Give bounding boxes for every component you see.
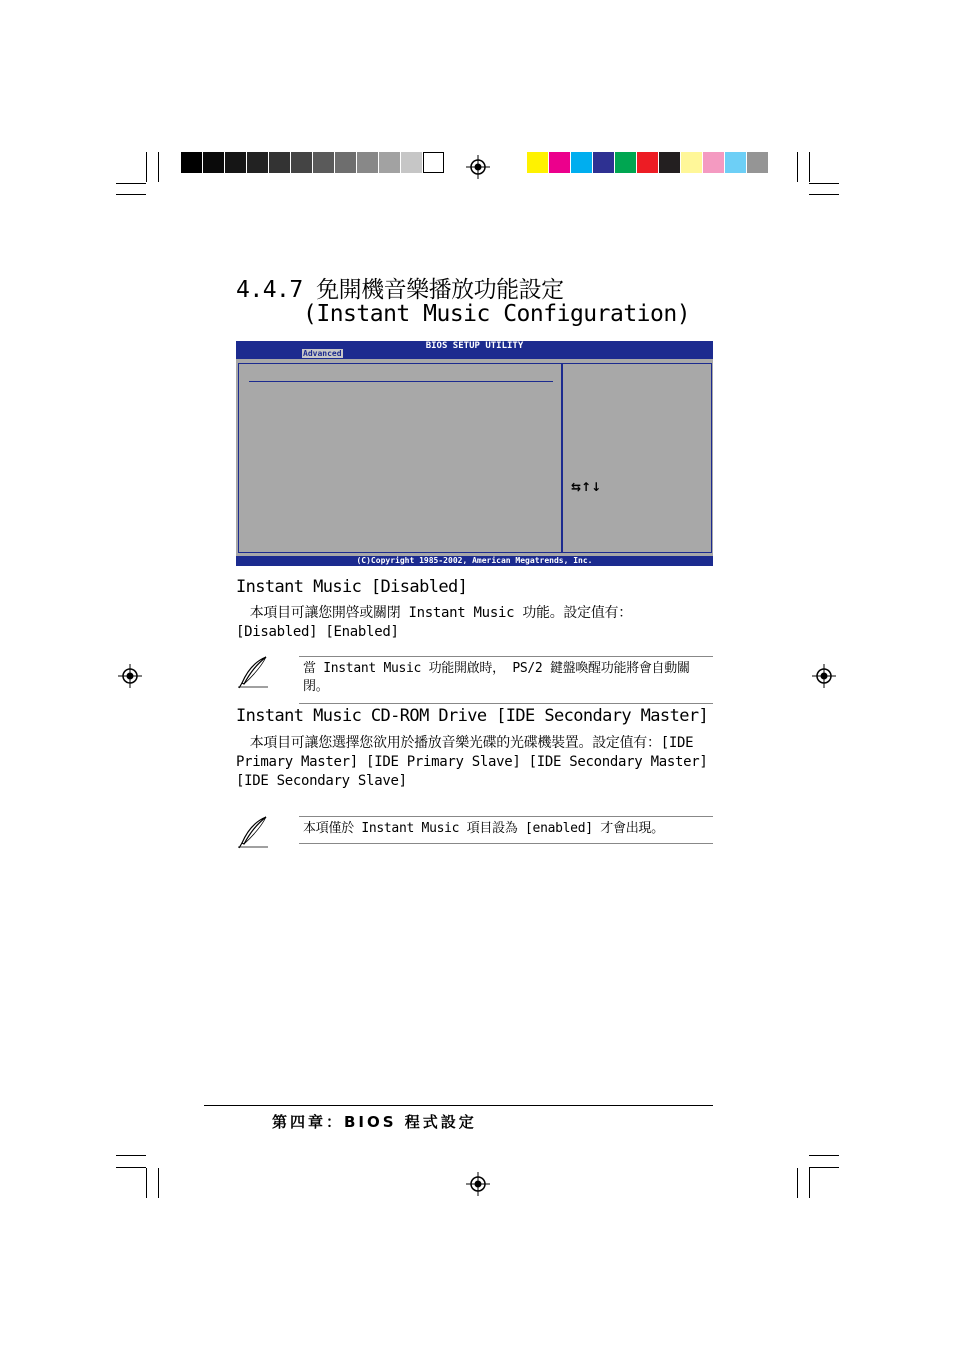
gray-swatch (269, 152, 290, 173)
gray-swatch (313, 152, 334, 173)
gray-swatch (423, 152, 444, 173)
color-swatch (527, 152, 548, 173)
instant-music-description: 本項目可讓您開啓或關閉 Instant Music 功能。設定值有：[Disabled] [Enabled] (236, 605, 632, 640)
bios-header-bar (236, 341, 713, 359)
gray-swatch (379, 152, 400, 173)
section-title: 4.4.7 免開機音樂播放功能設定 (236, 277, 564, 303)
cdrom-drive-description: 本項目可讓您選擇您欲用於播放音樂光碟的光碟機裝置。設定值有：[IDE Primary Master] [IDE Primary Slave] [IDE Secondary Master] [IDE Secondary Slave] (236, 735, 708, 789)
gray-swatch (247, 152, 268, 173)
gray-swatch (401, 152, 422, 173)
color-swatch (725, 152, 746, 173)
color-swatch (571, 152, 592, 173)
bios-help-panel (562, 363, 712, 553)
section-subtitle: (Instant Music Configuration) (303, 301, 691, 327)
chapter-footer: 第四章：BIOS 程式設定 (272, 1113, 477, 1131)
registration-mark-icon (812, 664, 836, 688)
cdrom-drive-heading: Instant Music CD-ROM Drive [IDE Secondary Master] (236, 706, 709, 726)
color-swatch (659, 152, 680, 173)
registration-mark-icon (118, 664, 142, 688)
bios-screen (236, 341, 713, 566)
gray-swatch (357, 152, 378, 173)
color-swatch (747, 152, 768, 173)
tab-advanced[interactable]: Advanced (303, 349, 342, 358)
color-swatch (681, 152, 702, 173)
color-swatch (549, 152, 570, 173)
bios-main-panel (238, 363, 562, 553)
color-swatch (703, 152, 724, 173)
gray-swatch (291, 152, 312, 173)
note-feather-icon (236, 655, 270, 689)
note-text: 當 Instant Music 功能開啟時， PS/2 鍵盤喚醒功能將會自動關閉。 (303, 661, 690, 694)
color-swatch (593, 152, 614, 173)
footer-rule (204, 1105, 713, 1106)
registration-mark-icon (466, 1172, 490, 1196)
bios-title: BIOS SETUP UTILITY (425, 341, 524, 351)
note-box (299, 816, 713, 844)
note-text: 本項僅於 Instant Music 項目設為 [enabled] 才會出現。 (303, 821, 664, 836)
gray-swatch (335, 152, 356, 173)
color-swatch (637, 152, 658, 173)
navigation-arrows-icon: ⇆↑↓ (571, 480, 602, 494)
gray-swatch (225, 152, 246, 173)
bios-copyright: (C)Copyright 1985-2002, American Megatrends, Inc. (236, 556, 713, 566)
note-feather-icon (236, 815, 270, 849)
note-box (299, 656, 713, 704)
color-swatch (615, 152, 636, 173)
divider (249, 381, 553, 382)
gray-swatch (203, 152, 224, 173)
registration-mark-icon (466, 155, 490, 179)
gray-swatch (181, 152, 202, 173)
instant-music-heading: Instant Music [Disabled] (236, 577, 468, 597)
